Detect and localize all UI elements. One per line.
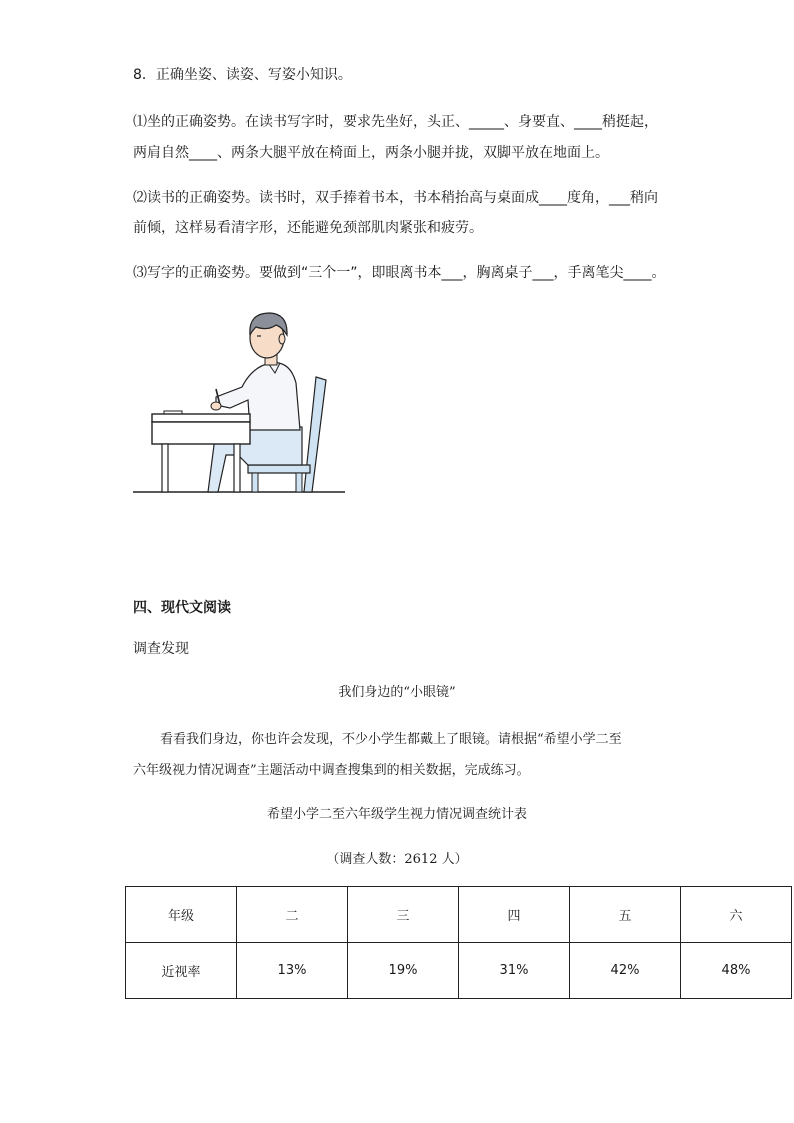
grade-cell: 四	[459, 887, 570, 943]
rate-cell: 48%	[681, 943, 792, 999]
article-paragraph-line-2: 六年级视力情况调查”主题活动中调查搜集到的相关数据，完成练习。	[133, 763, 530, 778]
sitting-posture-line-1: ⑴坐的正确姿势。在读书写字时，要求先坐好，头正、_____、身要直、____稍挺起，	[133, 114, 658, 130]
table-title: 希望小学二至六年级学生视力情况调查统计表	[266, 807, 527, 822]
rate-cell: 42%	[570, 943, 681, 999]
myopia-rate-label-cell: 近视率	[126, 943, 237, 999]
rate-cell: 13%	[237, 943, 348, 999]
article-title: 我们身边的“小眼镜”	[338, 685, 456, 700]
reading-posture-line-1: ⑵读书的正确姿势。读书时，双手捧着书本，书本稍抬高与桌面成____度角，___稍向	[133, 190, 658, 206]
grade-cell: 六	[681, 887, 792, 943]
reading-posture-line-2: 前倾，这样易看清字形，还能避免颈部肌肉紧张和疲劳。	[133, 220, 483, 236]
student-writing-illustration	[130, 305, 350, 500]
section-heading: 四、现代文阅读	[133, 600, 231, 616]
grade-header-cell: 年级	[126, 887, 237, 943]
question-title: 8．正确坐姿、读姿、写姿小知识。	[133, 67, 352, 83]
rate-cell: 31%	[459, 943, 570, 999]
article-paragraph-line-1: 看看我们身边，你也许会发现，不少小学生都戴上了眼镜。请根据“希望小学二至	[160, 732, 622, 747]
grade-cell: 五	[570, 887, 681, 943]
vision-survey-table	[125, 886, 792, 999]
writing-posture-line: ⑶写字的正确姿势。要做到“三个一”，即眼离书本___，胸离桌子___，手离笔尖____。	[133, 265, 666, 281]
grade-cell: 三	[348, 887, 459, 943]
section-subheading: 调查发现	[133, 641, 189, 657]
table-subtitle: （调查人数：2612 人）	[326, 852, 468, 867]
grade-cell: 二	[237, 887, 348, 943]
sitting-posture-line-2: 两肩自然____、两条大腿平放在椅面上，两条小腿并拢，双脚平放在地面上。	[133, 145, 609, 161]
table-row	[126, 887, 792, 943]
rate-cell: 19%	[348, 943, 459, 999]
table-row	[126, 943, 792, 999]
